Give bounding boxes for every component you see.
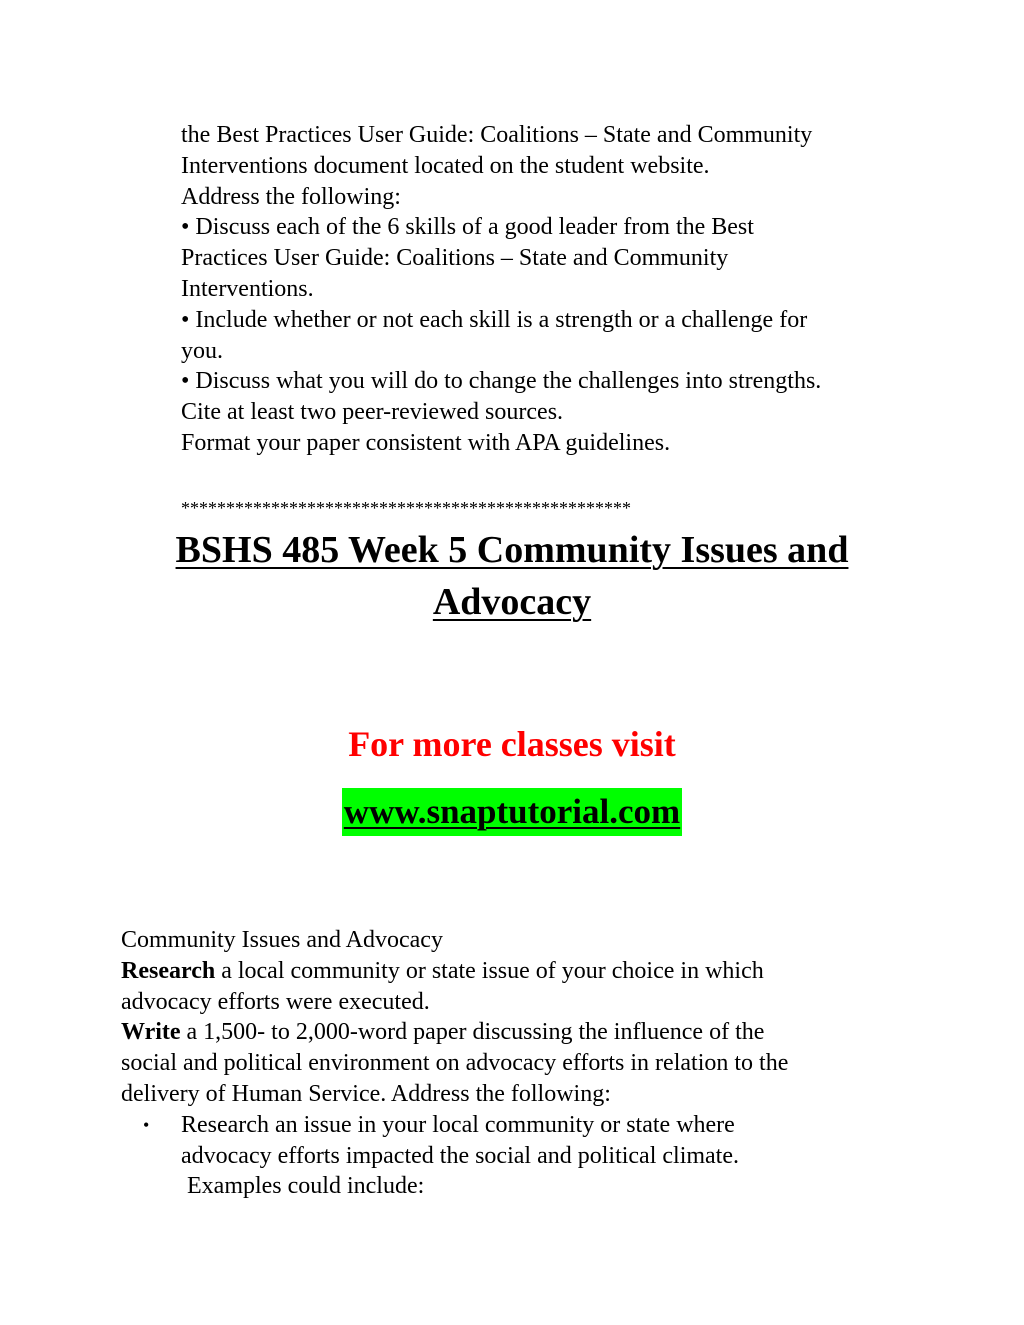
- bullet-line-1: Research an issue in your local community or state where: [181, 1111, 735, 1138]
- instruction-line: Interventions document located on the student website.: [181, 152, 710, 179]
- write-line-1: [121, 1017, 921, 1048]
- page-title: [0, 524, 1024, 628]
- instructions-continued: [181, 120, 941, 459]
- research-text: a local community or state issue of your choice in which: [215, 957, 764, 984]
- write-line-3: delivery of Human Service. Address the following:: [121, 1080, 611, 1107]
- bullet-line-2: advocacy efforts impacted the social and political climate.: [181, 1142, 739, 1169]
- instruction-bullet: • Discuss what you will do to change the challenges into strengths.: [181, 368, 822, 395]
- assignment-heading: Community Issues and Advocacy: [121, 927, 443, 953]
- write-text: a 1,500- to 2,000-word paper discussing the influence of the: [180, 1019, 765, 1046]
- research-line-1: [121, 956, 921, 987]
- promo-text: For more classes visit: [348, 724, 676, 764]
- instruction-line: Cite at least two peer-reviewed sources.: [181, 399, 564, 426]
- assignment-section: [121, 925, 921, 1202]
- instruction-line: you.: [181, 337, 223, 364]
- write-line-2: social and political environment on advocacy efforts in relation to the: [121, 1050, 789, 1077]
- promo-link-container: [0, 788, 1024, 836]
- title-line-1: BSHS 485 Week 5 Community Issues and: [175, 529, 849, 571]
- instruction-line: the Best Practices User Guide: Coalitions – State and Community: [181, 122, 813, 148]
- bullet-icon: •: [143, 1114, 150, 1135]
- research-label: Research: [121, 957, 216, 984]
- instruction-line: Practices User Guide: Coalitions – State and Community: [181, 245, 729, 272]
- asterisk-divider: **************************************************: [181, 498, 631, 518]
- write-label: Write: [121, 1019, 181, 1046]
- instruction-line: Interventions.: [181, 275, 314, 302]
- instruction-line: Format your paper consistent with APA guidelines.: [181, 429, 671, 456]
- title-line-2: Advocacy: [432, 581, 592, 623]
- research-line-2: advocacy efforts were executed.: [121, 988, 430, 1015]
- bullet-line-3: Examples could include:: [181, 1173, 425, 1200]
- instruction-bullet: • Discuss each of the 6 skills of a good leader from the Best: [181, 214, 754, 241]
- instruction-bullet: • Include whether or not each skill is a strength or a challenge for: [181, 306, 808, 333]
- website-link[interactable]: www.snaptutorial.com: [342, 788, 682, 836]
- instruction-line: Address the following:: [181, 183, 401, 210]
- list-item: [121, 1110, 921, 1202]
